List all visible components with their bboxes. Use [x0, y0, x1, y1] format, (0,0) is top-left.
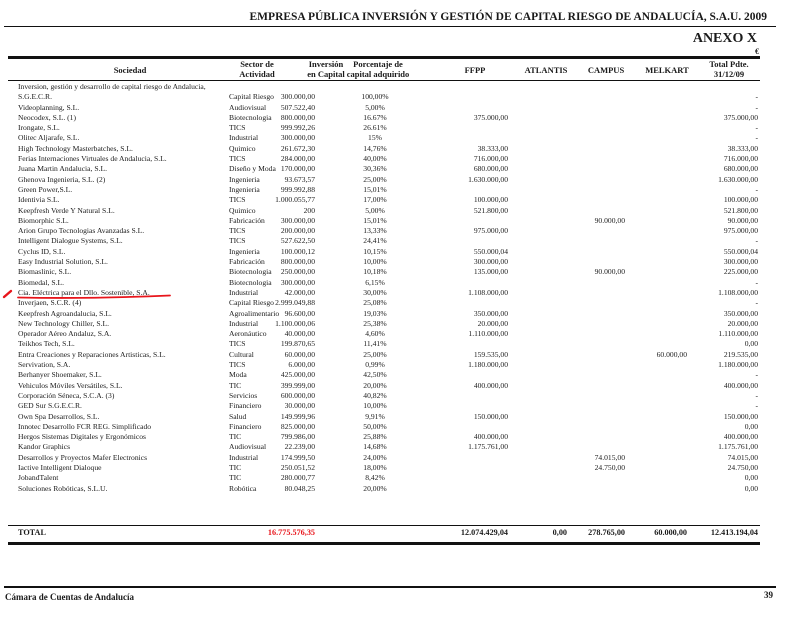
cell-inv: 200.000,00 [280, 226, 315, 236]
cell-total: 219.535,00 [723, 349, 758, 359]
cell-inv: 284.000,00 [280, 154, 315, 164]
cell-sector: Capital Riesgo [229, 298, 274, 308]
cell-inv: 425.000,00 [280, 370, 315, 380]
page-number: 39 [764, 590, 773, 600]
cell-name: Own Spa Desarrollos, S.L. [18, 411, 100, 421]
cell-pct: 25,88% [363, 432, 387, 442]
col-header-total-line2: 31/12/09 [713, 69, 745, 79]
cell-inv: 6.000,00 [288, 360, 315, 370]
cell-total: 1.175.761,00 [718, 442, 758, 452]
cell-total: - [755, 236, 758, 246]
cell-name: Innotec Desarrollo FCR REG. Simplificado [18, 421, 152, 431]
cell-inv: 149.999,96 [280, 411, 315, 421]
cell-sector: Capital Riesgo [229, 92, 274, 102]
cell-total: 521.800,00 [723, 205, 758, 215]
table-row [0, 473, 785, 483]
table-row [0, 175, 785, 185]
title-rule [4, 26, 776, 27]
cell-total: - [755, 92, 758, 102]
cell-ffpp: 550.000,04 [473, 246, 508, 256]
col-header-atlantis: ATLANTIS [524, 65, 568, 75]
col-header-sector [224, 59, 290, 79]
col-header-sector-line1: Sector de [240, 59, 274, 69]
annex-label: ANEXO X [692, 31, 757, 46]
cell-name: Servivation, S.A. [18, 360, 71, 370]
cell-pct: 11,41% [363, 339, 387, 349]
cell-total: 90.000,00 [727, 215, 758, 225]
header-rule [8, 80, 760, 81]
col-header-sociedad: Sociedad [113, 65, 147, 75]
cell-name: Ghenova Ingenieria, S.L. (2) [18, 174, 106, 184]
cell-pct: 15,01% [363, 215, 387, 225]
cell-sector: Industrial [229, 133, 259, 143]
cell-campus: 24.750,00 [594, 462, 625, 472]
cell-sector: TIC [229, 473, 242, 483]
table-row [0, 113, 785, 123]
cell-inv: 507.522,40 [280, 102, 315, 112]
cell-name: Irongate, S.L. [18, 123, 60, 133]
cell-name: Corporación Séneca, S.C.A. (3) [18, 390, 115, 400]
cell-name: Intelligent Dialogue Systems, S.L. [18, 236, 123, 246]
cell-sector: Agroalimentario [229, 308, 280, 318]
table-row [0, 206, 785, 216]
cell-total: 1.110.000,00 [718, 329, 758, 339]
cell-name: Berhanyer Shoemaker, S.L. [18, 370, 102, 380]
total-rule [8, 525, 760, 526]
total-row [0, 527, 785, 539]
table-row [0, 226, 785, 236]
cell-sector: TICS [229, 195, 246, 205]
cell-name: Keepfresh Agroandalucia, S.L. [18, 308, 112, 318]
cell-inv: 600.000,00 [280, 390, 315, 400]
cell-ffpp: 100.000,00 [473, 195, 508, 205]
cell-name: Operador Aéreo Andaluz, S.A. [18, 329, 112, 339]
cell-pct: 16.67% [363, 112, 387, 122]
table-row [0, 103, 785, 113]
cell-pct: 50,00% [363, 421, 387, 431]
cell-pct: 6,15% [365, 277, 385, 287]
table-row [0, 144, 785, 154]
cell-sector: Quimico [229, 143, 256, 153]
cell-campus: 90.000,00 [594, 267, 625, 277]
footer-institution: Cámara de Cuentas de Andalucía [5, 592, 135, 602]
cell-sector: TIC [229, 432, 242, 442]
cell-sector: Quimico [229, 205, 256, 215]
cell-ffpp: 38.333,00 [477, 143, 508, 153]
cell-sector: Aeronáutico [229, 329, 267, 339]
cell-inv: 60.000,00 [284, 349, 315, 359]
col-header-melkart: MELKART [645, 65, 689, 75]
cell-inv: 100.000,12 [280, 246, 315, 256]
cell-name: Entra Creaciones y Reparaciones Artisticas, S.L. [18, 349, 166, 359]
table-row [0, 257, 785, 267]
cell-name: JobandTalent [18, 473, 59, 483]
cell-inv: 2.999.049,88 [275, 298, 315, 308]
cell-name: Iactive Intelligent Dialoque [18, 462, 102, 472]
table-row [0, 339, 785, 349]
cell-name: Juana Martin Andalucia, S.L. [18, 164, 107, 174]
cell-pct: 4,60% [365, 329, 385, 339]
col-header-ffpp: FFPP [464, 65, 486, 75]
table-row [0, 154, 785, 164]
cell-name: Inverjaen, S.C.R. (4) [18, 298, 82, 308]
cell-name: Ferias Internaciones Virtuales de Andalucia, S.L. [18, 154, 167, 164]
cell-inv: 250.000,00 [280, 267, 315, 277]
cell-total: 375.000,00 [723, 112, 758, 122]
table-row [0, 164, 785, 174]
total-atlantis: 0,00 [552, 528, 567, 537]
cell-pct: 42,50% [363, 370, 387, 380]
table-row [0, 195, 785, 205]
cell-sector: TICS [229, 226, 246, 236]
cell-pct: 40,82% [363, 390, 387, 400]
cell-sector: TIC [229, 462, 242, 472]
cell-sector: Biotecnologia [229, 112, 272, 122]
cell-inv: 174.999,50 [280, 452, 315, 462]
cell-name: Teikhos Tech, S.L. [18, 339, 75, 349]
cell-total: - [755, 133, 758, 143]
table-row [0, 236, 785, 246]
col-header-porcentaje [338, 59, 418, 79]
table-row [0, 422, 785, 432]
cell-pct: 13,33% [363, 226, 387, 236]
cell-total: 550.000,04 [723, 246, 758, 256]
cell-total: 225.000,00 [723, 267, 758, 277]
table-row [0, 298, 785, 308]
table-row [0, 319, 785, 329]
cell-inv: 200 [303, 205, 315, 215]
cell-inv: 300.000,00 [280, 215, 315, 225]
cell-total: - [755, 102, 758, 112]
cell-ffpp: 1.108.000,00 [468, 287, 508, 297]
cell-total: - [755, 390, 758, 400]
col-header-campus: CAMPUS [587, 65, 625, 75]
cell-ffpp: 350.000,00 [473, 308, 508, 318]
cell-total: 24.750,00 [727, 462, 758, 472]
col-header-porcentaje-line1: Porcentaje de [353, 59, 403, 69]
table-bottom-rule [8, 542, 760, 545]
cell-pct: 24,41% [363, 236, 387, 246]
cell-name: Neocodex, S.L. (1) [18, 112, 76, 122]
cell-name: Easy Industrial Solution, S.L. [18, 257, 108, 267]
cell-total: 0,00 [744, 483, 758, 493]
table-row [0, 278, 785, 288]
cell-inv: 999.992,88 [280, 184, 315, 194]
cell-name: Olitec Aljarafe, S.L. [18, 133, 80, 143]
cell-name: GED Sur S.G.E.C.R. [18, 401, 82, 411]
cell-inv: 40.000,00 [284, 329, 315, 339]
table-row [0, 412, 785, 422]
cell-pct: 19,03% [363, 308, 387, 318]
table-row [0, 370, 785, 380]
cell-pct: 5,00% [365, 102, 385, 112]
cell-pct: 0,99% [365, 360, 385, 370]
cell-total: 0,00 [744, 339, 758, 349]
cell-pct: 25,08% [363, 298, 387, 308]
cell-ffpp: 300.000,00 [473, 257, 508, 267]
cell-sector: Industrial [229, 452, 259, 462]
cell-total: 1.108.000,00 [718, 287, 758, 297]
total-inversion: 16.775.576,35 [267, 528, 315, 537]
cell-name: Green Power,S.L. [18, 184, 73, 194]
table-row [0, 432, 785, 442]
cell-total: 716.000,00 [723, 154, 758, 164]
cell-inv: 300.000,00 [280, 92, 315, 102]
cell-ffpp: 159.535,00 [473, 349, 508, 359]
cell-inv: 261.672,30 [280, 143, 315, 153]
cell-total: 1.180.000,00 [718, 360, 758, 370]
cell-inv: 527.622,50 [280, 236, 315, 246]
total-ffpp: 12.074.429,04 [460, 528, 508, 537]
cell-ffpp: 1.110.000,00 [468, 329, 508, 339]
cell-total: - [755, 184, 758, 194]
cell-inv: 199.870,65 [280, 339, 315, 349]
cell-name: Identivia S.L. [18, 195, 60, 205]
col-header-inversion-line1: Inversión [308, 59, 344, 69]
cell-ffpp: 400.000,00 [473, 380, 508, 390]
cell-total: 20.000,00 [727, 318, 758, 328]
cell-total: - [755, 401, 758, 411]
cell-pct: 100,00% [361, 92, 389, 102]
cell-pct: 17,00% [363, 195, 387, 205]
cell-inv: 22.239,00 [284, 442, 315, 452]
cell-total: 300.000,00 [723, 257, 758, 267]
cell-sector: TICS [229, 339, 246, 349]
cell-pct: 30,36% [363, 164, 387, 174]
table-row [0, 133, 785, 143]
cell-pct: 10,00% [363, 401, 387, 411]
table-row [0, 288, 785, 298]
cell-inv: 96.600,00 [284, 308, 315, 318]
cell-sector: Financiero [229, 401, 262, 411]
cell-ffpp: 400.000,00 [473, 432, 508, 442]
cell-pct: 15,01% [363, 184, 387, 194]
cell-pct: 9,91% [365, 411, 385, 421]
cell-sector: Biotecnologia [229, 277, 272, 287]
total-pendiente: 12.413.194,04 [710, 528, 758, 537]
cell-total: 975.000,00 [723, 226, 758, 236]
cell-campus: 90.000,00 [594, 215, 625, 225]
table-row [0, 484, 785, 494]
cell-inv: 300.000,00 [280, 133, 315, 143]
cell-sector: Diseño y Moda [229, 164, 276, 174]
cell-pct: 14,68% [363, 442, 387, 452]
total-campus: 278.765,00 [588, 528, 625, 537]
cell-ffpp: 375.000,00 [473, 112, 508, 122]
cell-pct: 25,00% [363, 349, 387, 359]
cell-ffpp: 150.000,00 [473, 411, 508, 421]
cell-pct: 8,42% [365, 473, 385, 483]
cell-total: - [755, 123, 758, 133]
cell-ffpp: 1.175.761,00 [468, 442, 508, 452]
col-header-total-line1: Total Pdte. [709, 59, 749, 69]
cell-name: Cyclus ID, S.L. [18, 246, 66, 256]
cell-inv: 999.992,26 [280, 123, 315, 133]
table-body [0, 82, 785, 494]
cell-melkart: 60.000,00 [656, 349, 687, 359]
cell-total: 74.015,00 [727, 452, 758, 462]
col-header-porcentaje-line2: capital adquirido [346, 69, 410, 79]
cell-sector: TICS [229, 236, 246, 246]
table-row [0, 453, 785, 463]
col-header-total-pdte [700, 59, 758, 79]
cell-sector: Audiovisual [229, 102, 267, 112]
cell-total: 0,00 [744, 473, 758, 483]
footer-rule [4, 586, 776, 588]
cell-sector: Ingenieria [229, 184, 260, 194]
cell-total: 1.630.000,00 [718, 174, 758, 184]
table-row [0, 82, 785, 103]
cell-name: Kandor Graphics [18, 442, 71, 452]
table-row [0, 442, 785, 452]
cell-total: 400.000,00 [723, 380, 758, 390]
cell-sector: Biotecnologia [229, 267, 272, 277]
table-row [0, 216, 785, 226]
cell-pct: 15% [368, 133, 382, 143]
table-row [0, 463, 785, 473]
cell-total: 0,00 [744, 421, 758, 431]
cell-ffpp: 521.800,00 [473, 205, 508, 215]
cell-pct: 40,00% [363, 154, 387, 164]
cell-name: High Technology Masterbatches, S.L. [18, 143, 133, 153]
cell-name: Biomorphic S.L. [18, 215, 69, 225]
cell-sector: Servicios [229, 390, 258, 400]
cell-sector: Audiovisual [229, 442, 267, 452]
cell-inv: 800.000,00 [280, 112, 315, 122]
total-label: TOTAL [18, 528, 46, 537]
cell-total: - [755, 370, 758, 380]
cell-ffpp: 135.000,00 [473, 267, 508, 277]
table-row [0, 360, 785, 370]
cell-pct: 10,00% [363, 257, 387, 267]
cell-sector: Fabricación [229, 257, 265, 267]
cell-inv: 30.000,00 [284, 401, 315, 411]
cell-sector: TICS [229, 154, 246, 164]
cell-sector: TICS [229, 360, 246, 370]
cell-name: Arion Grupo Tecnologias Avanzadas S.L. [18, 226, 145, 236]
cell-total: 100.000,00 [723, 195, 758, 205]
cell-ffpp: 716.000,00 [473, 154, 508, 164]
cell-total: 38.333,00 [727, 143, 758, 153]
cell-inv: 170.000,00 [280, 164, 315, 174]
cell-name: Hergos Sistemas Digitales y Ergonómicos [18, 432, 146, 442]
cell-total: 350.000,00 [723, 308, 758, 318]
cell-sector: TIC [229, 380, 242, 390]
cell-pct: 25,38% [363, 318, 387, 328]
cell-inv: 300.000,00 [280, 277, 315, 287]
cell-name: Soluciones Robóticas, S.L.U. [18, 483, 108, 493]
cell-name: Cia. Eléctrica para el Dllo. Sostenible, S.A. [18, 287, 150, 297]
cell-inv: 399.999,00 [280, 380, 315, 390]
table-row [0, 123, 785, 133]
cell-inv: 93.673,57 [284, 174, 315, 184]
cell-total: 400.000,00 [723, 432, 758, 442]
table-row [0, 350, 785, 360]
cell-pct: 5,00% [365, 205, 385, 215]
cell-ffpp: 20.000,00 [477, 318, 508, 328]
cell-name: Inversion, gestión y desarrollo de capital riesgo de Andalucia, S.G.E.C.R. [18, 82, 206, 102]
cell-sector: Ingenieria [229, 246, 260, 256]
cell-inv: 250.051,52 [280, 462, 315, 472]
cell-name: New Technology Chiller, S.L. [18, 318, 109, 328]
cell-sector: Ingenieria [229, 174, 260, 184]
cell-sector: Industrial [229, 287, 259, 297]
table-row [0, 391, 785, 401]
cell-sector: Industrial [229, 318, 259, 328]
table-row [0, 267, 785, 277]
cell-inv: 1.100.000,06 [275, 318, 315, 328]
cell-sector: Moda [229, 370, 247, 380]
cell-pct: 30,00% [363, 287, 387, 297]
table-row [0, 381, 785, 391]
cell-sector: Financiero [229, 421, 262, 431]
cell-inv: 825.000,00 [280, 421, 315, 431]
cell-inv: 280.000,77 [280, 473, 315, 483]
cell-name: Keepfresh Verde Y Natural S.L. [18, 205, 115, 215]
cell-name: Videoplanning, S.L. [18, 102, 80, 112]
cell-pct: 20,00% [363, 380, 387, 390]
cell-name: Vehiculos Móviles Versátiles, S.L. [18, 380, 123, 390]
cell-inv: 1.000.055,77 [275, 195, 315, 205]
cell-sector: Fabricación [229, 215, 265, 225]
cell-pct: 18,00% [363, 462, 387, 472]
col-header-sector-line2: Actividad [239, 69, 275, 79]
cell-ffpp: 1.180.000,00 [468, 360, 508, 370]
cell-pct: 26.61% [363, 123, 387, 133]
cell-total: 150.000,00 [723, 411, 758, 421]
currency-label: € [755, 47, 759, 56]
cell-ffpp: 1.630.000,00 [468, 174, 508, 184]
cell-name: Biomedal, S.L. [18, 277, 64, 287]
cell-sector: TICS [229, 123, 246, 133]
cell-campus: 74.015,00 [594, 452, 625, 462]
cell-pct: 25,00% [363, 174, 387, 184]
table-row [0, 185, 785, 195]
table-row [0, 401, 785, 411]
cell-pct: 14,76% [363, 143, 387, 153]
cell-sector: Salud [229, 411, 247, 421]
cell-total: - [755, 277, 758, 287]
cell-inv: 80.048,25 [284, 483, 315, 493]
cell-pct: 10,18% [363, 267, 387, 277]
total-melkart: 60.000,00 [654, 528, 687, 537]
cell-inv: 799.986,00 [280, 432, 315, 442]
cell-name: Desarrollos y Proyectos Mafer Electronics [18, 452, 148, 462]
cell-name: Biomaslinic, S.L. [18, 267, 72, 277]
table-row [0, 247, 785, 257]
cell-pct: 20,00% [363, 483, 387, 493]
cell-inv: 800.000,00 [280, 257, 315, 267]
cell-sector: Cultural [229, 349, 254, 359]
cell-ffpp: 975.000,00 [473, 226, 508, 236]
table-row [0, 309, 785, 319]
cell-total: 680.000,00 [723, 164, 758, 174]
cell-pct: 24,00% [363, 452, 387, 462]
cell-ffpp: 680.000,00 [473, 164, 508, 174]
col-header-inversion-line2: en Capital [307, 69, 345, 79]
cell-inv: 42.000,00 [284, 287, 315, 297]
document-title: EMPRESA PÚBLICA INVERSIÓN Y GESTIÓN DE CAPITAL RIESGO DE ANDALUCÍA, S.A.U. 2009 [249, 11, 767, 23]
cell-sector: Robótica [229, 483, 257, 493]
cell-pct: 10,15% [363, 246, 387, 256]
table-row [0, 329, 785, 339]
cell-total: - [755, 298, 758, 308]
